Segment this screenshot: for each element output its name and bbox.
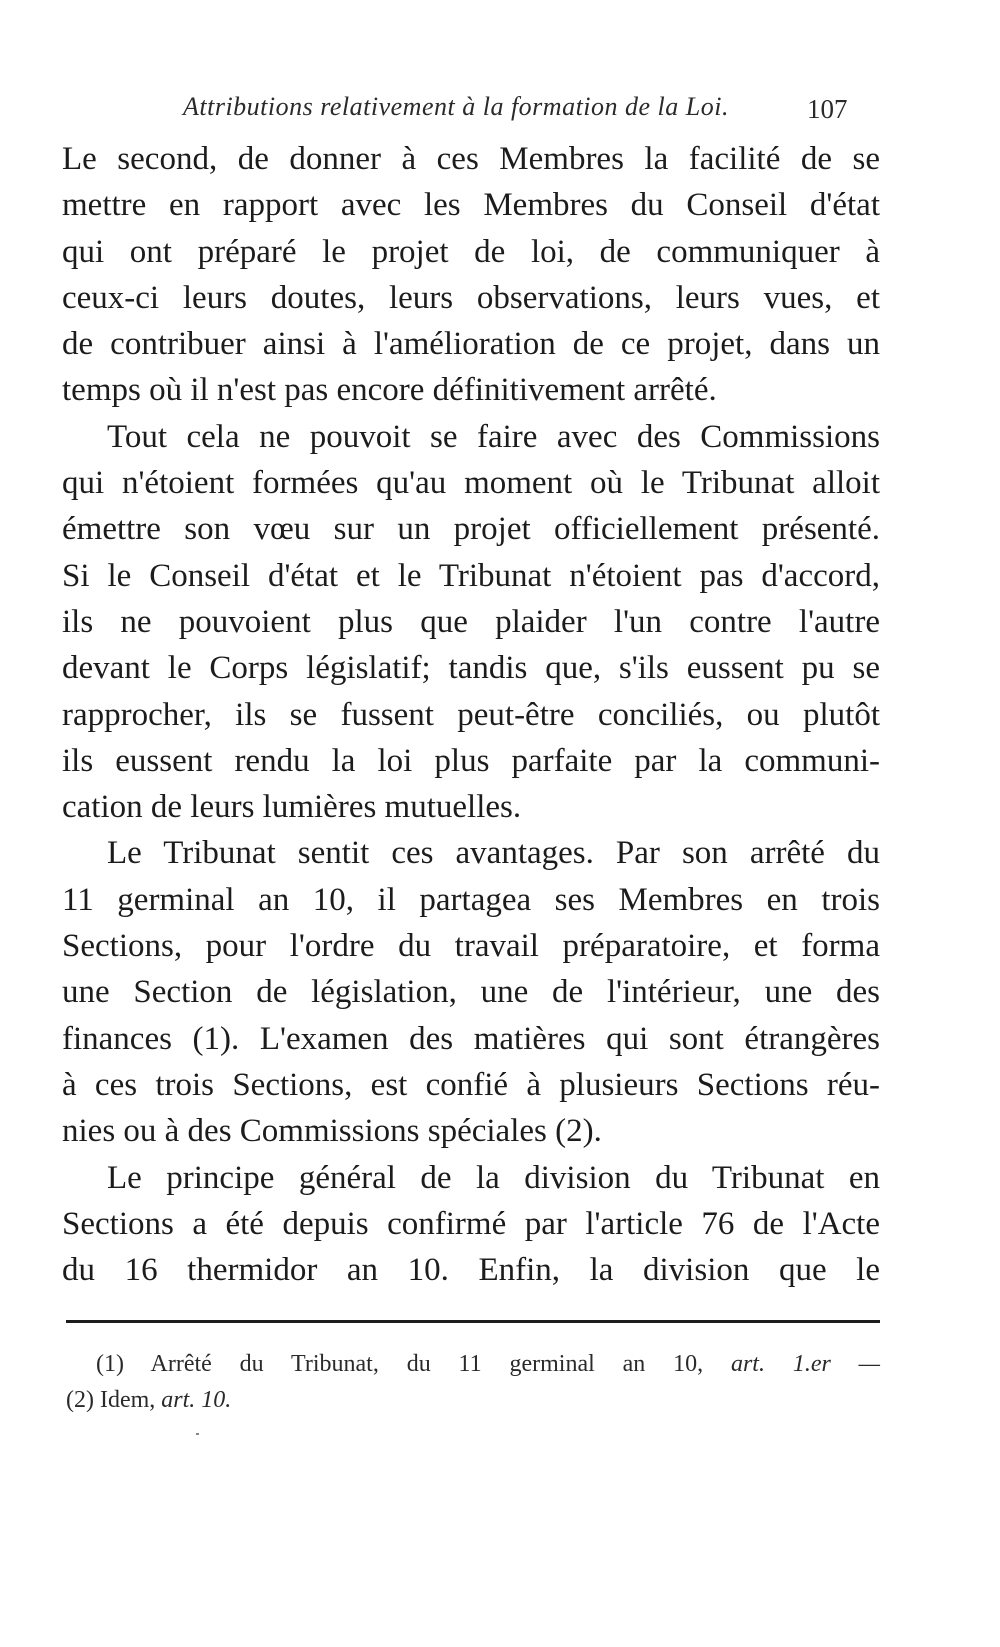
text-line: ceux-ci leurs doutes, leurs observations, leurs vues, et bbox=[62, 279, 880, 316]
text-line: Tout cela ne pouvoit se faire avec des Commissions bbox=[107, 418, 880, 455]
footnote-1-text: (1) Arrêté du Tribunat, du 11 germinal an 10, bbox=[96, 1351, 704, 1377]
text-line: qui n'étoient formées qu'au moment où le Tribunat alloit bbox=[62, 465, 880, 502]
footnote-2-text: (2) Idem, bbox=[66, 1387, 156, 1413]
page-number: 107 bbox=[807, 94, 848, 124]
text-line: qui ont préparé le projet de loi, de communiquer à bbox=[62, 233, 880, 270]
footnote-divider bbox=[66, 1320, 880, 1323]
body-text bbox=[62, 136, 880, 1293]
footnotes bbox=[66, 1346, 880, 1418]
text-line: du 16 thermidor an 10. Enfin, la division que le bbox=[62, 1252, 880, 1289]
footnote-2-ref: art. 10. bbox=[161, 1387, 232, 1413]
text-line: ils eussent rendu la loi plus parfaite par la communi- bbox=[62, 742, 880, 779]
text-line: devant le Corps législatif; tandis que, s'ils eussent pu se bbox=[62, 650, 880, 687]
text-line: 11 germinal an 10, il partagea ses Membres en trois bbox=[62, 881, 880, 918]
text-line: de contribuer ainsi à l'amélioration de ce projet, dans un bbox=[62, 326, 880, 363]
footnote-1-ref: art. 1.er — bbox=[730, 1351, 880, 1377]
text-line: une Section de législation, une de l'intérieur, une des bbox=[62, 974, 880, 1011]
text-line: Le principe général de la division du Tribunat en bbox=[107, 1159, 880, 1196]
text-line: nies ou à des Commissions spéciales (2). bbox=[62, 1113, 602, 1150]
text-line: mettre en rapport avec les Membres du Conseil d'état bbox=[62, 187, 880, 224]
print-speck bbox=[196, 1433, 199, 1435]
text-line: à ces trois Sections, est confié à plusieurs Sections réu- bbox=[62, 1066, 880, 1103]
text-line: Le Tribunat sentit ces avantages. Par son arrêté du bbox=[107, 835, 880, 872]
text-line: finances (1). L'examen des matières qui sont étrangères bbox=[62, 1020, 880, 1057]
text-line: ils ne pouvoient plus que plaider l'un contre l'autre bbox=[62, 603, 880, 640]
running-title: Attributions relativement à la formation de la Loi. bbox=[183, 92, 729, 121]
text-line: Si le Conseil d'état et le Tribunat n'étoient pas d'accord, bbox=[62, 557, 880, 594]
text-line: Sections a été depuis confirmé par l'article 76 de l'Acte bbox=[62, 1205, 880, 1242]
text-line: émettre son vœu sur un projet officiellement présenté. bbox=[62, 511, 880, 548]
footnote-2 bbox=[66, 1382, 880, 1418]
footnote-1 bbox=[96, 1346, 880, 1382]
text-line: temps où il n'est pas encore définitivement arrêté. bbox=[62, 372, 717, 409]
text-line: rapprocher, ils se fussent peut-être conciliés, ou plutôt bbox=[62, 696, 880, 733]
text-line: Le second, de donner à ces Membres la facilité de se bbox=[62, 141, 880, 177]
text-line: Sections, pour l'ordre du travail préparatoire, et forma bbox=[62, 928, 880, 965]
text-line: cation de leurs lumières mutuelles. bbox=[62, 789, 522, 826]
